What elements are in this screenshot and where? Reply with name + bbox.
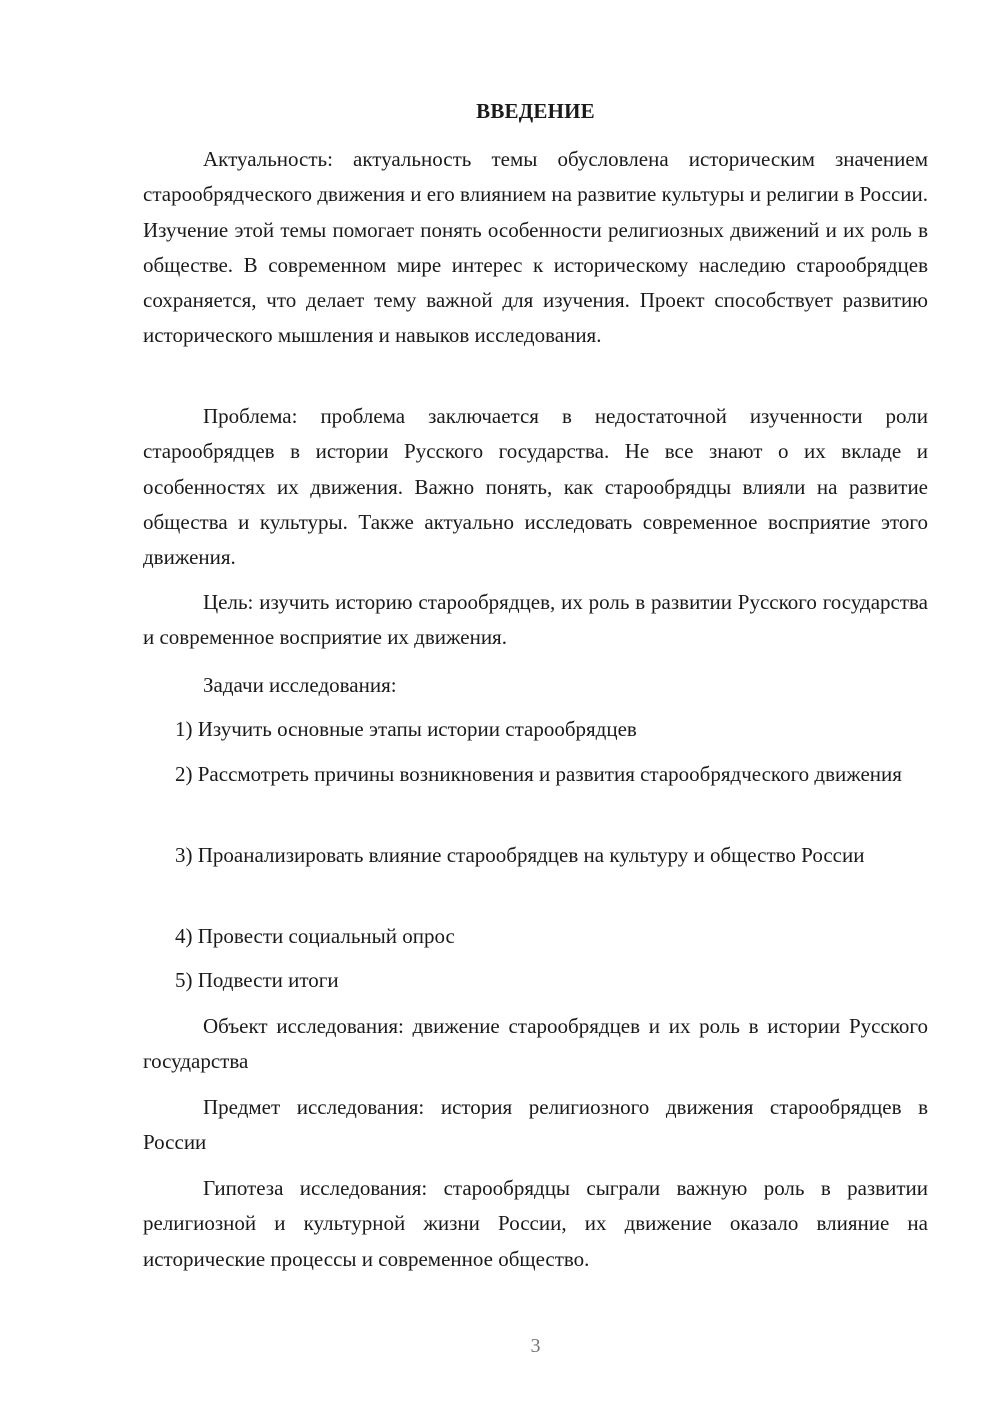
object-paragraph: Объект исследования: движение старообрядцев и их роль в истории Русского государства [143,1014,928,1074]
hypothesis-paragraph: Гипотеза исследования: старообрядцы сыграли важную роль в развитии религиозной и культурной жизни России, их движение оказало влияние на исторические процессы и современное общество. [143,1176,928,1271]
subject-paragraph: Предмет исследования: история религиозного движения старообрядцев в России [143,1095,928,1155]
document-page [143,0,928,1414]
problem-paragraph: Проблема: проблема заключается в недостаточной изученности роли старообрядцев в истории Русского государства. Не все знают о их вкладе и особенностях их движения. Важно понять, как старообрядцы влияли на развитие общества и культуры. Также актуально исследовать современное восприятие этого движения. [143,404,928,570]
relevance-paragraph: Актуальность: актуальность темы обусловлена историческим значением старообрядческого движения и его влиянием на развитие культуры и религии в России. Изучение этой темы помогает понять особенности религиозных движений и их роль в обществе. В современном мире интерес к историческому наследию старообрядцев сохраняется, что делает тему важной для изучения. Проект способствует развитию исторического мышления и навыков исследования. [143,147,928,348]
task-item: 4) Провести социальный опрос [175,924,455,948]
page-title: ВВЕДЕНИЕ [476,99,595,123]
page-number: 3 [530,1335,541,1357]
task-item: 5) Подвести итоги [175,968,339,992]
goal-paragraph: Цель: изучить историю старообрядцев, их роль в развитии Русского государства и современное восприятие их движения. [143,590,928,650]
task-item: 2) Рассмотреть причины возникновения и развития старообрядческого движения [175,762,902,786]
tasks-title: Задачи исследования: [203,673,397,697]
task-item: 3) Проанализировать влияние старообрядцев на культуру и общество России [175,843,865,867]
task-item: 1) Изучить основные этапы истории старообрядцев [175,717,637,741]
